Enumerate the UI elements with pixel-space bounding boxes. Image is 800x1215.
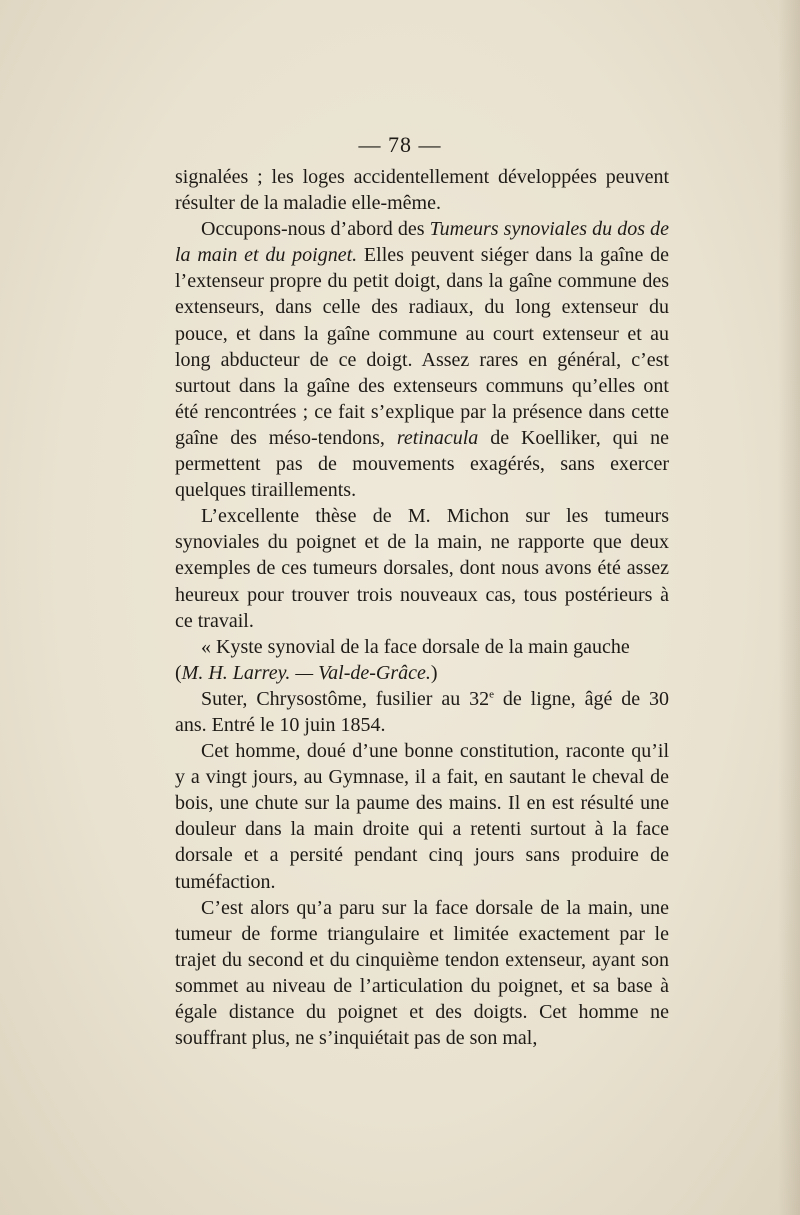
case-source-italic: M. H. Larrey. — Val-de-Grâce.: [181, 661, 431, 684]
paragraph-text: de Koelliker, qui ne permettent pas de mouvements exagérés, sans exercer quelques tiraillements.: [175, 426, 669, 502]
body-text: [175, 164, 669, 1051]
paragraph-case-title: « Kyste synovial de la face dorsale de la main gauche: [201, 635, 630, 658]
paren-open: (: [175, 661, 182, 684]
paragraph-text: Occupons-nous d’abord des: [201, 218, 430, 241]
paragraph-text: de ligne, âgé de 30 ans. Entré le 10 juin 1854.: [175, 687, 670, 736]
italic-term: retinacula: [396, 426, 479, 449]
italic-heading: Tumeurs synoviales du dos de la main et du poignet.: [175, 218, 669, 267]
paragraph-continuation: signalées ; les loges accidentellement développées peuvent résulter de la maladie elle-même.: [175, 166, 669, 215]
superscript: e: [489, 688, 494, 701]
paragraph-patient: [175, 686, 669, 738]
paragraph-text: Suter, Chrysostôme, fusilier au 32: [201, 687, 490, 710]
page-edge-shadow: [778, 0, 800, 1215]
paren-close: ): [430, 661, 438, 684]
paragraph-michon-thesis: L’excellente thèse de M. Michon sur les tumeurs synoviales du poignet et de la main, ne rapporte que deux exemples de ces tumeurs dorsales, dont nous avons été assez heureux pour trouver trois nouveaux cas, tous postérieurs à ce travail.: [175, 505, 669, 632]
paragraph-tumor-description: C’est alors qu’a paru sur la face dorsale de la main, une tumeur de forme triangulaire et limitée exactement par le trajet du second et du cinquième tendon extenseur, ayant son sommet au niveau de l’articulation du poignet, et sa base à égale distance du poignet et des doigts. Cet homme ne souffrant plus, ne s’inquiétait pas de son mal,: [175, 896, 669, 1050]
paragraph-case-source: [175, 660, 669, 686]
paragraph-history: Cet homme, doué d’une bonne constitution, raconte qu’il y a vingt jours, au Gymnase, il a fait, en sautant le cheval de bois, une chute sur la paume des mains. Il en est résulté une douleur dans la main droite qui a retenti surtout à la face dorsale et a persité pendant cinq jours sans produire de tuméfaction.: [175, 740, 669, 893]
paragraph-text: Elles peuvent siéger dans la gaîne de l’extenseur propre du petit doigt, dans la gaîne commune des extenseurs, dans celle des radiaux, du long extenseur du pouce, et dans la gaîne commune au court extenseur et au long abducteur de ce doigt. Assez rares en général, c’est surtout dans la gaîne des extenseurs communs qu’elles ont été rencontrées ; ce fait s’explique par la présence dans cette gaîne des méso-tendons,: [175, 244, 669, 449]
paragraph-synovial-tumors: [175, 216, 669, 503]
page-number: — 78 —: [358, 132, 442, 157]
